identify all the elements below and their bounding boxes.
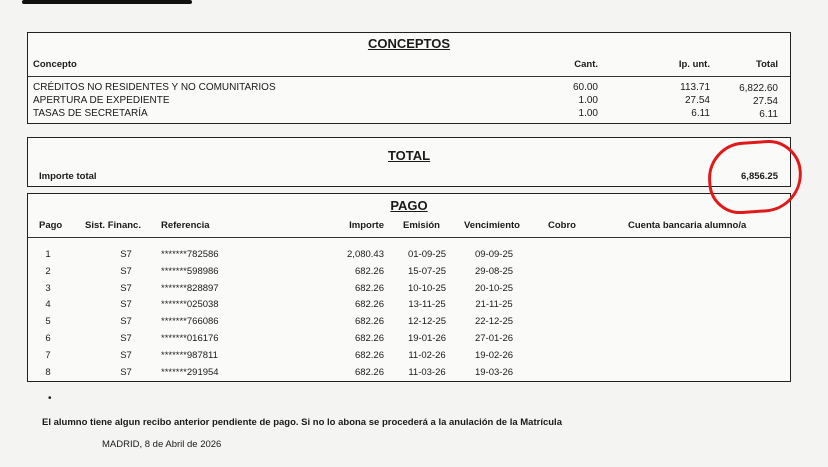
pago-ref-cell: *******987811 [161, 349, 218, 361]
conceptos-title: CONCEPTOS [367, 36, 451, 51]
place-date: MADRID, 8 de Abril de 2026 [102, 439, 222, 450]
pago-importe-cell: 682.26 [354, 333, 384, 344]
concepto-row-2: APERTURA DE EXPEDIENTE [33, 95, 170, 106]
ipunt-row-2: 27.54 [684, 95, 710, 106]
total-row-1: 6,822.60 [739, 83, 778, 94]
pago-divider [28, 237, 790, 238]
header-vencimiento: Vencimiento [464, 220, 520, 231]
pago-emision-cell: 11-02-26 [408, 349, 446, 361]
pago-pago-cell: 8 [45, 366, 51, 378]
pago-importe-cell: 682.26 [354, 316, 384, 328]
pago-venc-cell: 21-11-25 [475, 299, 513, 311]
pending-payment-note: El alumno tiene algun recibo anterior pendiente de pago. Si no lo abona se procederá a la anulación de la Matrícula [42, 417, 562, 428]
header-total: Total [756, 59, 778, 70]
pago-emision-cell: 01-09-25 [407, 249, 447, 260]
conceptos-box [27, 32, 791, 124]
conceptos-divider [28, 76, 790, 77]
pago-sist-cell: S7 [120, 333, 132, 344]
pago-emision-cell: 13-11-25 [408, 299, 446, 311]
pago-importe-cell: 682.26 [354, 299, 384, 311]
ipunt-row-3: 6.11 [691, 108, 710, 119]
stray-dot: • [48, 393, 52, 404]
pago-sist-cell: S7 [120, 316, 132, 328]
total-row-3: 6.11 [759, 109, 778, 120]
header-cobro: Cobro [548, 220, 576, 231]
pago-box [27, 193, 791, 382]
pago-pago-cell: 2 [45, 265, 51, 277]
pago-venc-cell: 19-02-26 [474, 349, 514, 361]
pago-sist-cell: S7 [120, 299, 132, 311]
top-edge [0, 0, 828, 10]
pago-emision-cell: 10-10-25 [407, 282, 447, 294]
pago-pago-cell: 1 [45, 249, 51, 260]
header-cant: Cant. [574, 59, 598, 70]
pago-ref-cell: *******828897 [161, 282, 219, 294]
pago-ref-cell: *******291954 [161, 366, 219, 378]
pago-venc-cell: 22-12-25 [474, 316, 514, 328]
header-emision: Emisión [403, 220, 440, 231]
pago-venc-cell: 20-10-25 [474, 282, 514, 294]
pago-importe-cell: 682.26 [354, 366, 384, 378]
pago-importe-cell: 682.26 [354, 282, 384, 294]
cant-row-3: 1.00 [578, 108, 598, 119]
pago-ref-cell: *******025038 [161, 299, 219, 311]
total-box [27, 137, 791, 187]
pago-importe-cell: 682.26 [354, 265, 384, 277]
pago-emision-cell: 11-03-26 [408, 366, 446, 378]
pago-ref-cell: *******016176 [161, 333, 219, 344]
ipunt-row-1: 113.71 [680, 82, 710, 93]
importe-total-value: 6,856.25 [741, 171, 778, 182]
total-title: TOTAL [387, 148, 431, 163]
pago-sist-cell: S7 [120, 349, 132, 361]
header-concepto: Concepto [33, 59, 77, 70]
pago-pago-cell: 3 [45, 282, 51, 294]
header-ip-unt: Ip. unt. [678, 59, 710, 70]
pago-pago-cell: 5 [45, 316, 51, 328]
pago-venc-cell: 29-08-25 [474, 265, 514, 277]
pago-venc-cell: 19-03-26 [474, 366, 514, 378]
pago-importe-cell: 682.26 [354, 349, 384, 361]
header-importe: Importe [349, 220, 384, 231]
pago-venc-cell: 09-09-25 [474, 249, 514, 260]
concepto-row-1: CRÉDITOS NO RESIDENTES Y NO COMUNITARIOS [33, 82, 276, 93]
pago-pago-cell: 7 [45, 349, 51, 361]
cant-row-1: 60.00 [572, 82, 598, 93]
pago-sist-cell: S7 [120, 282, 132, 294]
pago-ref-cell: *******782586 [161, 249, 219, 260]
pago-pago-cell: 6 [45, 333, 51, 344]
header-cuenta: Cuenta bancaria alumno/a [628, 220, 747, 231]
pago-emision-cell: 12-12-25 [407, 316, 447, 328]
pago-emision-cell: 19-01-26 [407, 333, 447, 344]
concepto-row-3: TASAS DE SECRETARÍA [33, 108, 148, 119]
pago-pago-cell: 4 [45, 299, 51, 311]
pago-venc-cell: 27-01-26 [474, 333, 514, 344]
pago-sist-cell: S7 [120, 265, 132, 277]
redaction-scribble [22, 0, 192, 4]
pago-emision-cell: 15-07-25 [407, 265, 447, 277]
pago-ref-cell: *******598986 [161, 265, 219, 277]
cant-row-2: 1.00 [578, 95, 598, 106]
header-sist: Sist. Financ. [85, 220, 141, 231]
pago-sist-cell: S7 [120, 366, 132, 378]
pago-sist-cell: S7 [120, 249, 132, 260]
pago-title: PAGO [390, 198, 428, 213]
header-referencia: Referencia [161, 220, 210, 231]
header-pago: Pago [39, 220, 63, 231]
pago-importe-cell: 2,080.43 [347, 249, 384, 260]
total-row-2: 27.54 [752, 96, 778, 107]
pago-ref-cell: *******766086 [161, 316, 219, 328]
importe-total-label: Importe total [39, 171, 97, 182]
